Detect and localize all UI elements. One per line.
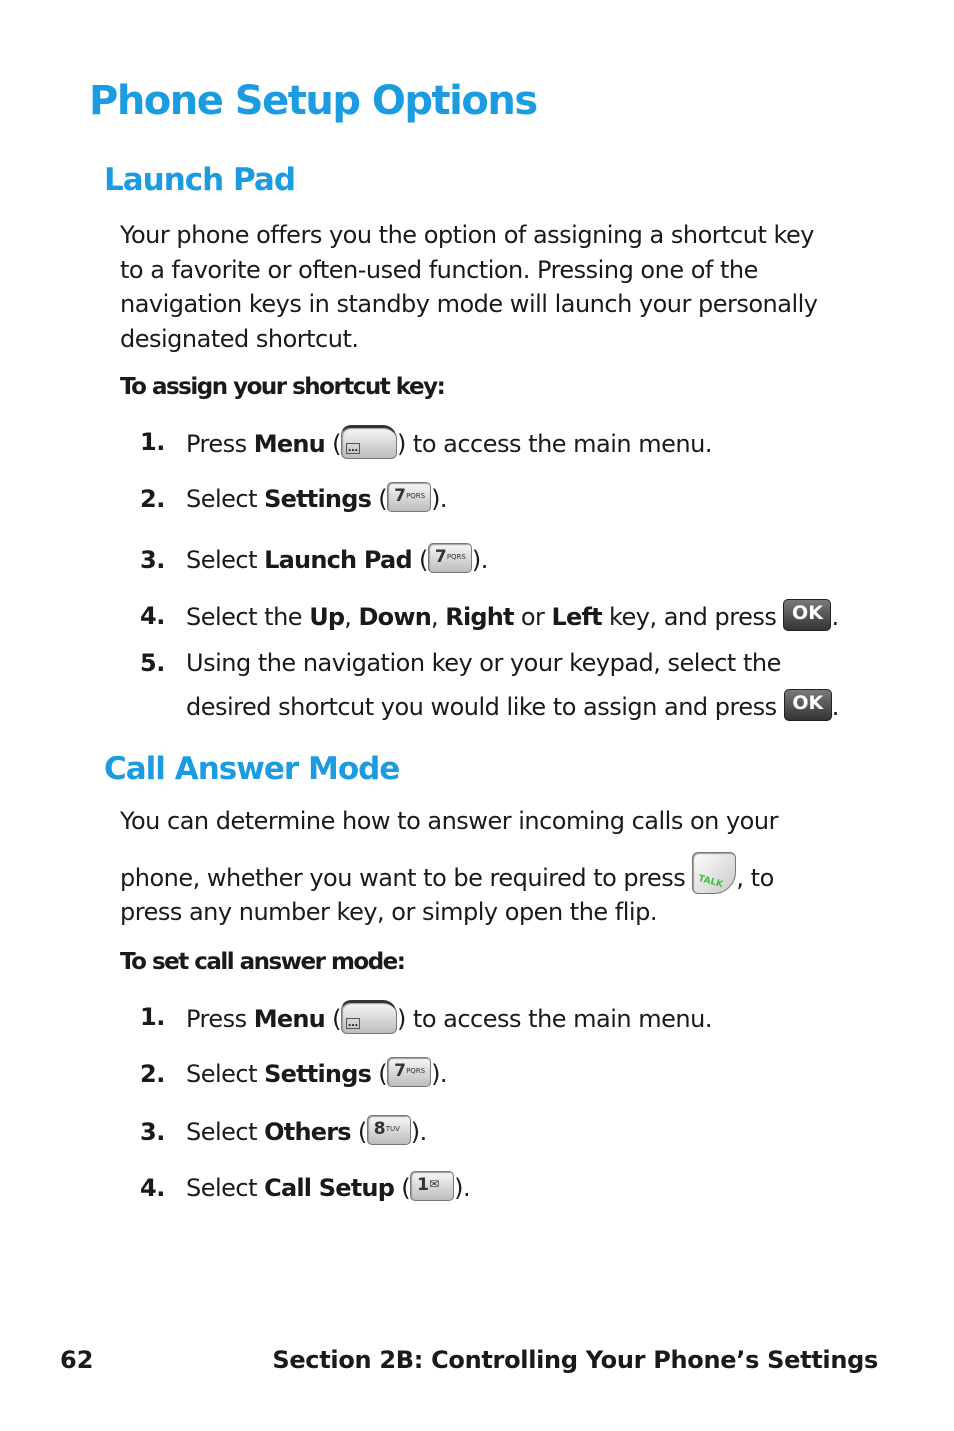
- step-text-continued: desired shortcut you would like to assign and press OK .: [186, 692, 839, 724]
- step-text: Select Call Setup ( 1 ✉ ).: [186, 1174, 470, 1204]
- step-text: Select Settings ( 7 PQRS ).: [186, 485, 447, 515]
- intro-line: phone, whether you want to be required to press TALK , to: [120, 858, 774, 900]
- step-number: 4.: [140, 1174, 165, 1202]
- key-7-icon: 7 PQRS: [387, 482, 431, 512]
- menu-key-icon: …: [341, 1000, 397, 1034]
- call-answer-heading: Call Answer Mode: [104, 751, 400, 787]
- page-number: 62: [60, 1346, 94, 1374]
- step-number: 4.: [140, 602, 165, 630]
- call-answer-subhead: To set call answer mode:: [120, 949, 405, 975]
- footer-section-title: Section 2B: Controlling Your Phone’s Settings: [272, 1346, 878, 1374]
- step-text: Select the Up, Down, Right or Left key, and press OK .: [186, 602, 839, 634]
- key-1-icon: 1 ✉: [410, 1171, 454, 1201]
- key-7-icon: 7 PQRS: [428, 543, 472, 573]
- step-text: Select Launch Pad ( 7 PQRS ).: [186, 546, 488, 576]
- step-number: 1.: [140, 1003, 165, 1031]
- intro-line: navigation keys in standby mode will launch your personally: [120, 290, 818, 319]
- step-number: 5.: [140, 649, 165, 677]
- intro-line: You can determine how to answer incoming calls on your: [120, 807, 778, 835]
- step-number: 1.: [140, 428, 165, 456]
- ok-key-icon: OK: [784, 689, 832, 721]
- intro-line: to a favorite or often-used function. Pressing one of the: [120, 255, 758, 284]
- intro-line: designated shortcut.: [120, 325, 359, 354]
- key-7-icon: 7 PQRS: [387, 1057, 431, 1087]
- step-text: Press Menu ( … ) to access the main menu.: [186, 428, 712, 462]
- launch-pad-heading: Launch Pad: [104, 162, 296, 198]
- talk-key-icon: TALK: [692, 852, 736, 894]
- launch-pad-intro: [120, 218, 880, 357]
- intro-line: Your phone offers you the option of assigning a shortcut key: [120, 221, 815, 249]
- menu-key-icon: …: [341, 425, 397, 459]
- ok-key-icon: OK: [783, 599, 831, 631]
- page-title: Phone Setup Options: [89, 78, 537, 124]
- step-number: 3.: [140, 1118, 165, 1146]
- key-8-icon: 8 TUV: [367, 1115, 411, 1145]
- step-number: 2.: [140, 1060, 165, 1088]
- step-number: 3.: [140, 546, 165, 574]
- step-text: Press Menu ( … ) to access the main menu.: [186, 1003, 712, 1037]
- intro-line: press any number key, or simply open the flip.: [120, 898, 657, 926]
- step-text: Select Others ( 8 TUV ).: [186, 1118, 427, 1148]
- step-number: 2.: [140, 485, 165, 513]
- step-text: Using the navigation key or your keypad, select the desired shortcut you would like to assign and press OK .: [186, 649, 781, 677]
- assign-shortcut-subhead: To assign your shortcut key:: [120, 374, 445, 400]
- step-text: Select Settings ( 7 PQRS ).: [186, 1060, 447, 1090]
